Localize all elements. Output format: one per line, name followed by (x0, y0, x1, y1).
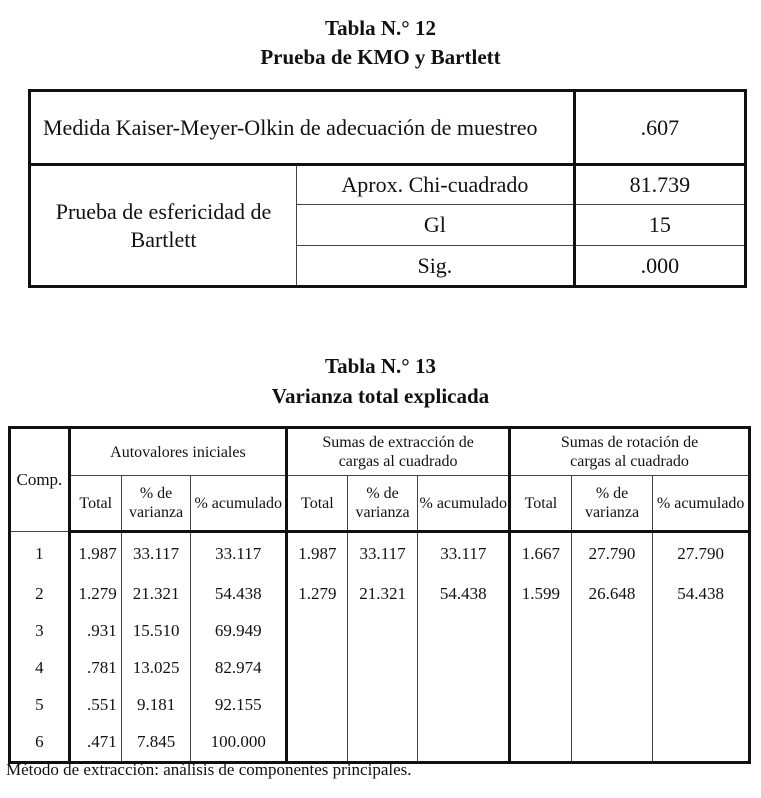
value-cell: 21.321 (121, 576, 191, 613)
value-cell: 1.279 (69, 576, 121, 613)
value-cell: 33.117 (191, 532, 287, 576)
value-cell: 15.510 (121, 613, 191, 650)
table12-title: Tabla N.° 12 (325, 16, 436, 40)
value-cell: 92.155 (191, 687, 287, 724)
comp-cell: 2 (10, 576, 70, 613)
value-cell: 27.790 (571, 532, 653, 576)
chi-square-label: Aprox. Chi-cuadrado (297, 165, 575, 205)
value-cell: 54.438 (191, 576, 287, 613)
table-row (10, 613, 750, 650)
value-cell: 26.648 (571, 576, 653, 613)
kmo-label: Medida Kaiser-Meyer-Olkin de adecuación de muestreo (30, 91, 575, 165)
subheader-total: Total (287, 476, 348, 532)
value-cell: 1.599 (510, 576, 572, 613)
value-cell: 1.987 (69, 532, 121, 576)
value-cell: 27.790 (653, 532, 750, 576)
comp-cell: 6 (10, 724, 70, 763)
table-row (10, 532, 750, 576)
value-cell (571, 687, 653, 724)
value-cell: 69.949 (191, 613, 287, 650)
bartlett-label: Prueba de esfericidad de Bartlett (30, 165, 297, 287)
value-cell (510, 687, 572, 724)
value-cell (571, 613, 653, 650)
value-cell (510, 650, 572, 687)
value-cell: 13.025 (121, 650, 191, 687)
value-cell (287, 650, 348, 687)
kmo-value: .607 (574, 91, 745, 165)
subheader-total: Total (69, 476, 121, 532)
value-cell: 54.438 (418, 576, 510, 613)
value-cell: 7.845 (121, 724, 191, 763)
gl-label: Gl (297, 205, 575, 246)
value-cell: 33.117 (121, 532, 191, 576)
value-cell (287, 613, 348, 650)
value-cell: .551 (69, 687, 121, 724)
value-cell (347, 687, 418, 724)
table-row (10, 650, 750, 687)
subheader-pct-cumulative: % acumulado (418, 476, 510, 532)
subheader-pct-variance: % de varianza (347, 476, 418, 532)
value-cell (418, 613, 510, 650)
group-header-initial: Autovalores iniciales (69, 428, 286, 476)
value-cell (287, 724, 348, 763)
value-cell (418, 724, 510, 763)
subheader-pct-variance: % de varianza (121, 476, 191, 532)
value-cell: 33.117 (418, 532, 510, 576)
table-row (10, 687, 750, 724)
value-cell: .931 (69, 613, 121, 650)
value-cell (347, 613, 418, 650)
value-cell: 33.117 (347, 532, 418, 576)
gl-value: 15 (574, 205, 745, 246)
value-cell: 1.987 (287, 532, 348, 576)
value-cell (418, 687, 510, 724)
value-cell (347, 650, 418, 687)
value-cell: .471 (69, 724, 121, 763)
subheader-pct-cumulative: % acumulado (653, 476, 750, 532)
value-cell (571, 724, 653, 763)
group-header-rotation: Sumas de rotación de cargas al cuadrado (510, 428, 750, 476)
kmo-bartlett-table (28, 89, 747, 288)
comp-cell: 5 (10, 687, 70, 724)
value-cell: 1.279 (287, 576, 348, 613)
sig-value: .000 (574, 246, 745, 287)
value-cell (653, 613, 750, 650)
sig-label: Sig. (297, 246, 575, 287)
value-cell (287, 687, 348, 724)
value-cell (571, 650, 653, 687)
subheader-total: Total (510, 476, 572, 532)
subheader-pct-cumulative: % acumulado (191, 476, 287, 532)
value-cell (653, 724, 750, 763)
comp-cell: 1 (10, 532, 70, 576)
group-header-extraction: Sumas de extracción de cargas al cuadrado (287, 428, 510, 476)
table-row (10, 576, 750, 613)
extraction-method-note: Método de extracción: análisis de componentes principales. (6, 760, 412, 779)
value-cell: .781 (69, 650, 121, 687)
value-cell: 82.974 (191, 650, 287, 687)
value-cell: 9.181 (121, 687, 191, 724)
chi-square-value: 81.739 (574, 165, 745, 205)
value-cell (418, 650, 510, 687)
comp-cell: 4 (10, 650, 70, 687)
variance-table (8, 426, 751, 764)
table-row (10, 724, 750, 763)
comp-cell: 3 (10, 613, 70, 650)
value-cell: 21.321 (347, 576, 418, 613)
table13-subtitle: Varianza total explicada (271, 384, 490, 408)
value-cell: 1.667 (510, 532, 572, 576)
subheader-pct-variance: % de varianza (571, 476, 653, 532)
value-cell (347, 724, 418, 763)
comp-header: Comp. (10, 428, 70, 532)
value-cell: 100.000 (191, 724, 287, 763)
table13-title: Tabla N.° 13 (325, 354, 436, 378)
value-cell (510, 613, 572, 650)
value-cell (510, 724, 572, 763)
value-cell: 54.438 (653, 576, 750, 613)
value-cell (653, 650, 750, 687)
table12-subtitle: Prueba de KMO y Bartlett (260, 45, 501, 69)
value-cell (653, 687, 750, 724)
